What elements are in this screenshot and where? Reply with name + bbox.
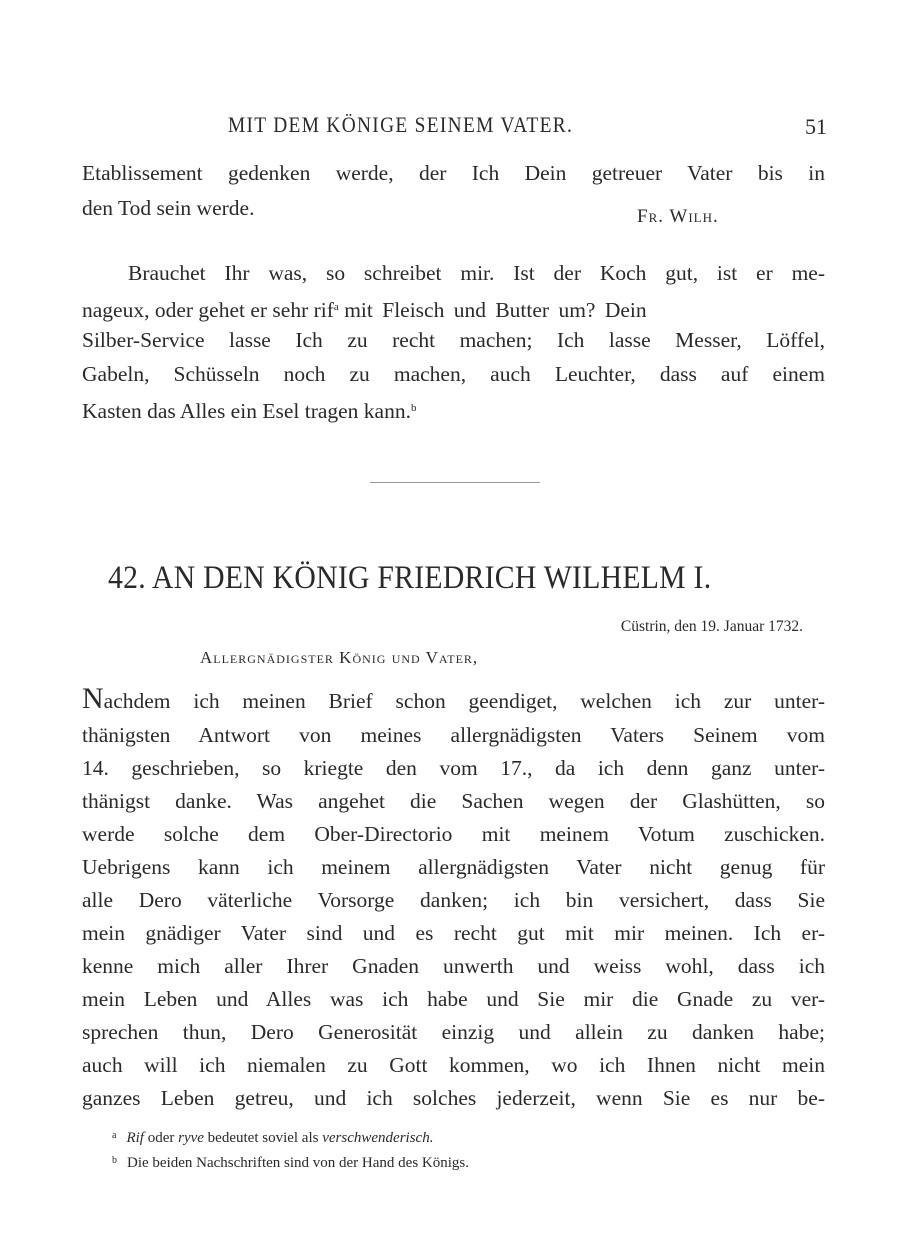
text-line: werde solche dem Ober-Directorio mit meinem Votum zuschicken. (82, 822, 825, 846)
text-line: den Tod sein werde. (82, 196, 255, 220)
text-line: Uebrigens kann ich meinem allergnädigsten Vater nicht genug für (82, 855, 825, 879)
footnote-text: Die beiden Nachschriften sind von der Hand des Königs. (127, 1155, 469, 1171)
section-divider (370, 482, 540, 483)
text-line: thänigsten Antwort von meines allergnädigsten Vaters Seinem vom (82, 723, 825, 747)
footnote-marker: a (333, 301, 339, 313)
footnote-marker: b (410, 402, 417, 414)
text-line (82, 292, 825, 325)
footnote-marker: b (112, 1155, 117, 1166)
text-line: mein gnädiger Vater sind und es recht gut mit mir meinen. Ich er- (82, 921, 825, 945)
salutation: Allergnädigster König und Vater, (200, 648, 479, 667)
letter-title: 42. AN DEN KÖNIG FRIEDRICH WILHELM I. (108, 560, 712, 596)
drop-cap: N (82, 682, 104, 715)
text-line: Silber-Service lasse Ich zu recht machen; Ich lasse Messer, Löffel, (82, 328, 825, 352)
text-line: Brauchet Ihr was, so schreibet mir. Ist der Koch gut, ist er me- (128, 261, 825, 285)
text-line: Etablissement gedenken werde, der Ich Dein getreuer Vater bis in (82, 161, 825, 185)
text-span: Kasten das Alles ein Esel tragen kann. (82, 399, 411, 423)
text-span: nageux, oder gehet er sehr rif (82, 298, 334, 322)
text-line: thänigst danke. Was angehet die Sachen wegen der Glashütten, so (82, 789, 825, 813)
text-line: auch will ich niemalen zu Gott kommen, wo ich Ihnen nicht mein (82, 1053, 825, 1077)
footnote-a (112, 1130, 433, 1147)
text-line (82, 393, 825, 426)
text-line: alle Dero väterliche Vorsorge danken; ich bin versichert, dass Sie (82, 888, 825, 912)
text-line (82, 684, 825, 716)
text-line: mein Leben und Alles was ich habe und Sie mir die Gnade zu ver- (82, 987, 825, 1011)
footnote-text: oder (143, 1130, 179, 1146)
text-line: Gabeln, Schüsseln noch zu machen, auch Leuchter, dass auf einem (82, 362, 825, 386)
footnote-term: ryve (178, 1130, 204, 1146)
running-title: MIT DEM KÖNIGE SEINEM VATER. (228, 112, 574, 137)
letter-date: Cüstrin, den 19. Januar 1732. (620, 618, 803, 635)
text-line: kenne mich aller Ihrer Gnaden unwerth und weiss wohl, dass ich (82, 954, 825, 978)
page-number: 51 (805, 114, 827, 139)
text-line: 14. geschrieben, so kriegte den vom 17., da ich denn ganz unter- (82, 756, 825, 780)
footnote-term: verschwenderisch. (322, 1130, 434, 1146)
text-span: achdem ich meinen Brief schon geendiget, welchen ich zur unter- (103, 689, 825, 713)
footnote-b (112, 1155, 469, 1172)
footnote-marker: a (112, 1130, 117, 1141)
text-line: ganzes Leben getreu, und ich solches jederzeit, wenn Sie es nur be- (82, 1086, 825, 1110)
signature: Fr. Wilh. (637, 206, 719, 227)
footnote-text: bedeutet soviel als (203, 1130, 323, 1146)
text-line: sprechen thun, Dero Generosität einzig und allein zu danken habe; (82, 1020, 825, 1044)
text-span: mit Fleisch und Butter um? Dein (344, 298, 647, 322)
footnote-term: Rif (126, 1130, 144, 1146)
